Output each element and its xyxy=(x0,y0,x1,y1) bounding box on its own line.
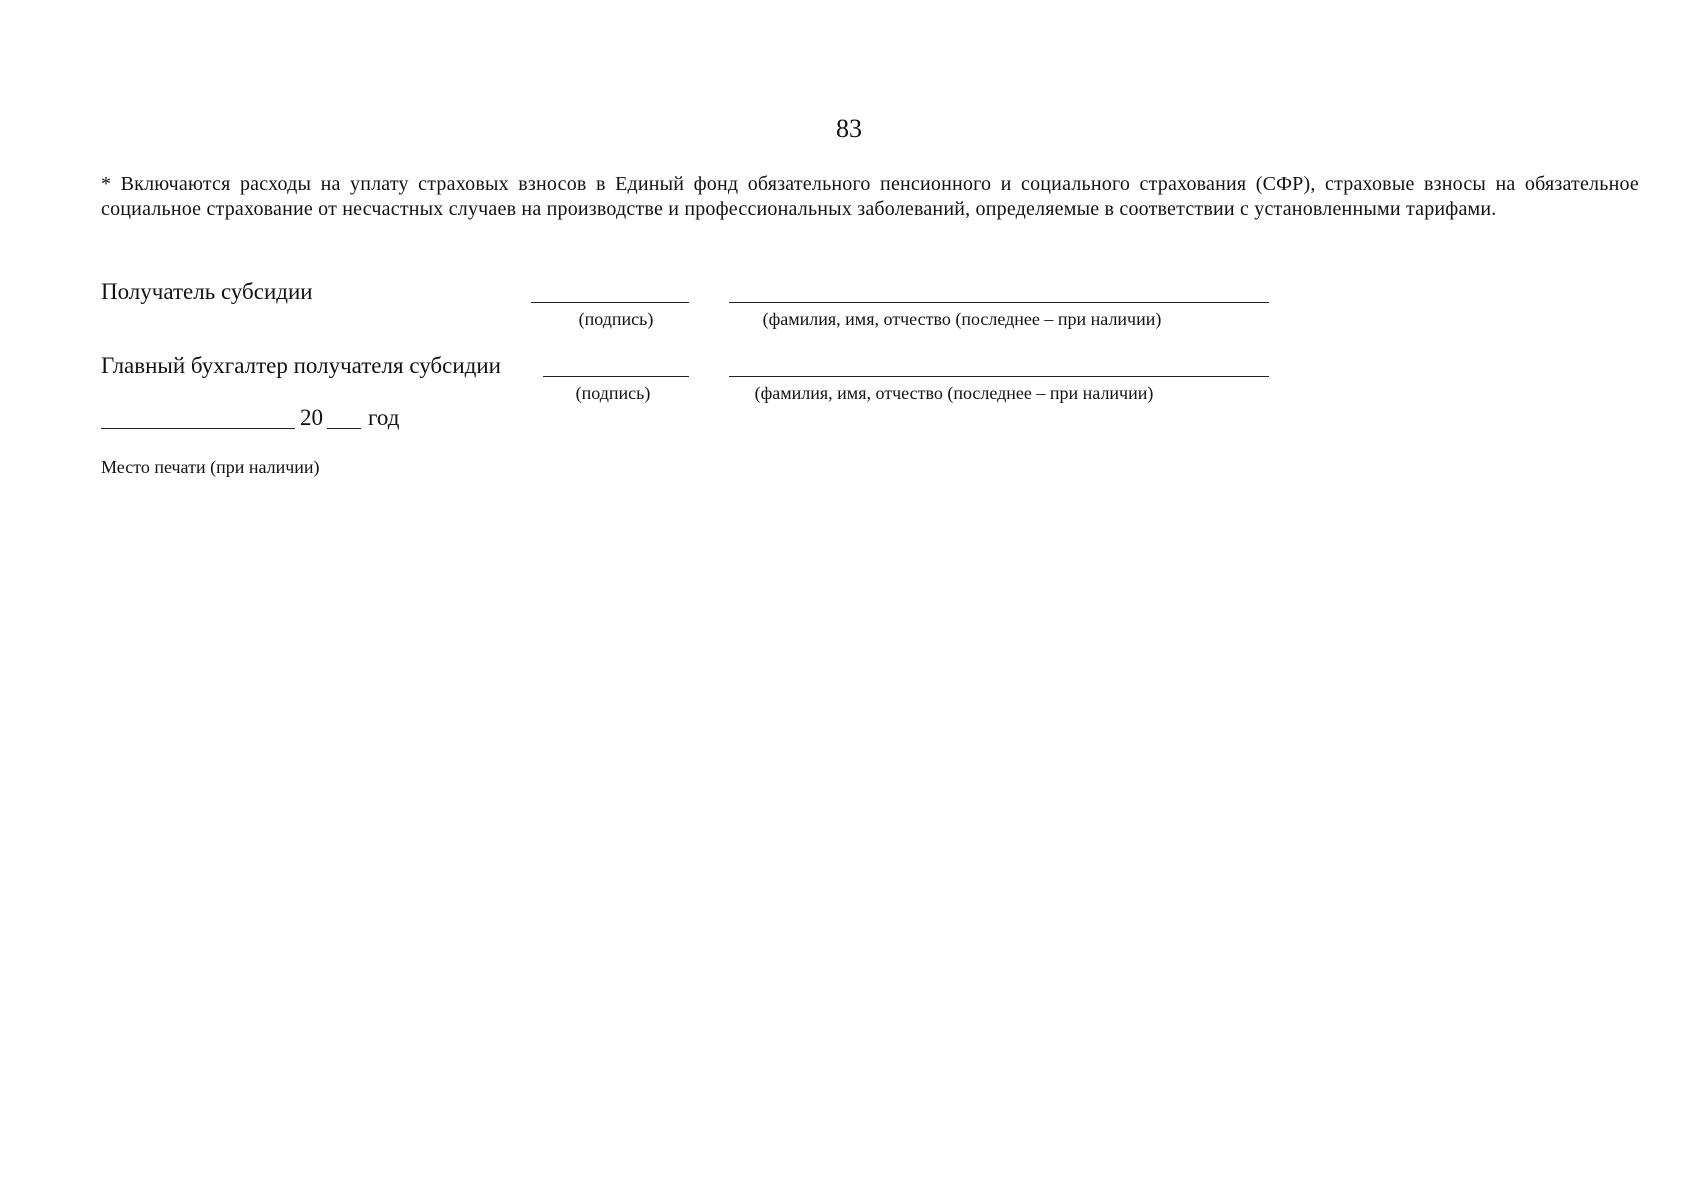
date-day-month-line xyxy=(101,428,295,429)
chief-accountant-signature-line xyxy=(543,376,689,377)
recipient-signature-line xyxy=(531,302,689,303)
page-number: 83 xyxy=(836,114,862,143)
stamp-place-note: Место печати (при наличии) xyxy=(101,457,320,477)
chief-accountant-signature-caption: (подпись) xyxy=(575,383,651,403)
chief-accountant-label: Главный бухгалтер получателя субсидии xyxy=(101,353,501,378)
recipient-signature-caption: (подпись) xyxy=(578,309,654,329)
chief-accountant-name-line xyxy=(729,376,1269,377)
recipient-name-line xyxy=(729,302,1269,303)
recipient-label: Получатель субсидии xyxy=(101,279,313,304)
chief-accountant-name-caption: (фамилия, имя, отчество (последнее – при наличии) xyxy=(754,383,1154,403)
footnote: * Включаются расходы на уплату страховых взносов в Единый фонд обязательного пенсионного и социального страхования (СФР), страховые взносы на обязательное социальное страхование от несчастных случаев на производстве и профессиональных заболеваний, определяемые в соответствии с установленными тарифами. xyxy=(101,173,1639,220)
recipient-name-caption: (фамилия, имя, отчество (последнее – при наличии) xyxy=(762,309,1162,329)
date-year-line xyxy=(327,428,361,429)
date-year-suffix: год xyxy=(368,405,400,430)
date-year-prefix: 20 xyxy=(300,405,323,430)
